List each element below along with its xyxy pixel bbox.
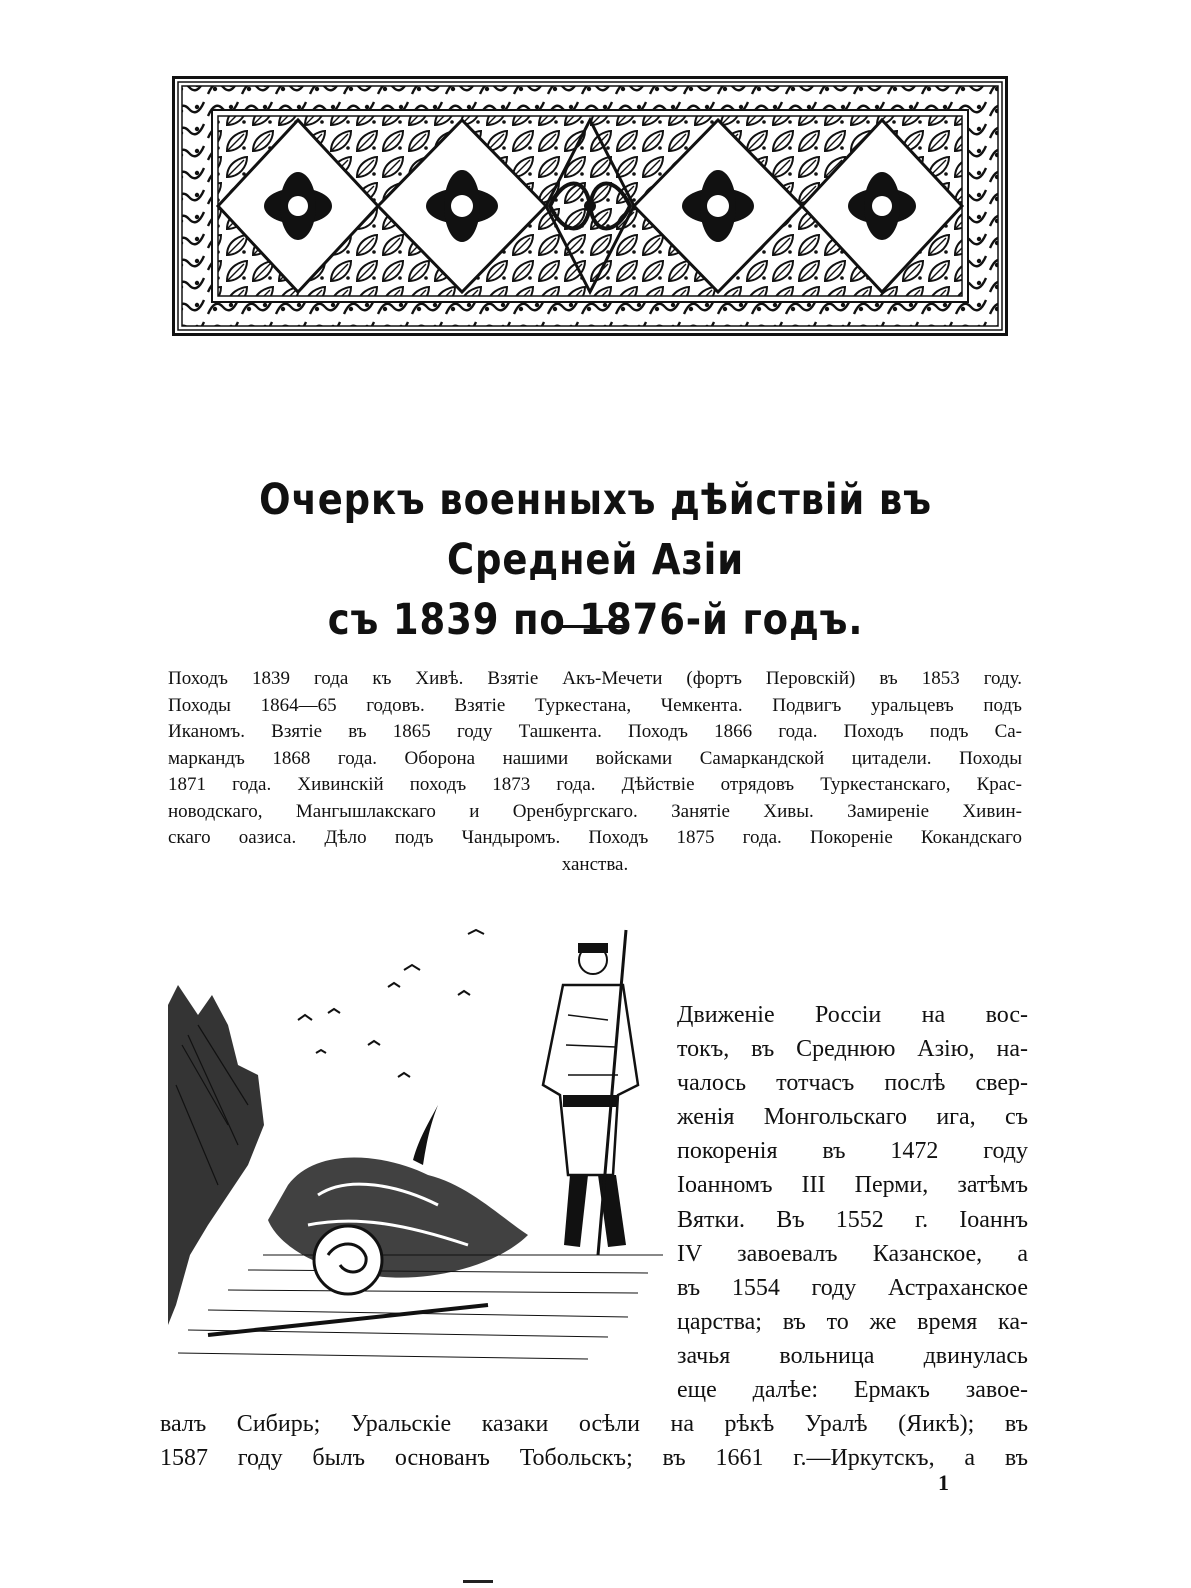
summary-line: новодскаго, Мангышлакскаго и Оренбургскаго. Занятіе Хивы. Замиреніе Хивин- (168, 800, 1022, 822)
body-line: Іоанномъ III Перми, затѣмъ (677, 1172, 1028, 1199)
body-line: женія Монгольскаго ига, съ (677, 1104, 1028, 1131)
body-line: царства; въ то же время ка- (677, 1308, 1028, 1335)
body-line: Вятки. Въ 1552 г. Іоаннъ (677, 1206, 1028, 1233)
summary-line: Иканомъ. Взятіе въ 1865 году Ташкента. Походъ 1866 года. Походъ подъ Са- (168, 721, 1022, 742)
summary-line: скаго оазиса. Дѣло подъ Чандыромъ. Походъ 1875 года. Покореніе Кокандскаго (168, 827, 1022, 848)
ornamental-header-banner (172, 76, 1008, 336)
chapter-summary (168, 666, 1022, 878)
summary-line: 1871 года. Хивинскій походъ 1873 года. Дѣйствіе отрядовъ Туркестанскаго, Крас- (168, 774, 1022, 795)
chapter-title-line-1: Очеркъ военныхъ дѣйствій въ Средней Азіи (259, 475, 932, 585)
body-line: еще далѣе: Ермакъ завое- (677, 1377, 1028, 1404)
summary-line: Походъ 1839 года къ Хивѣ. Взятіе Акъ-Мечети (фортъ Перовскій) въ 1853 году. (168, 668, 1022, 689)
body-line: въ 1554 году Астраханское (677, 1274, 1028, 1301)
body-line: IV завоевалъ Казанское, а (677, 1240, 1028, 1267)
chapter-title-line-2: съ 1839 по 1876-й годъ. (327, 595, 864, 645)
body-line: токъ, въ Среднюю Азію, на- (677, 1036, 1028, 1063)
page-number: 1 (938, 1470, 949, 1495)
body-line: валъ Сибирь; Уральскіе казаки осѣли на рѣкѣ Уралѣ (Яикѣ); въ (160, 1411, 1028, 1438)
title-divider (558, 625, 628, 628)
summary-line: Походы 1864—65 годовъ. Взятіе Туркестана, Чемкента. Подвигъ уральцевъ подъ (168, 694, 1022, 716)
scan-artifact (463, 1580, 493, 1583)
body-line: Движеніе Россіи на вос- (677, 1002, 1028, 1028)
body-line: чалось тотчасъ послѣ свер- (677, 1070, 1028, 1097)
chapter-title (178, 470, 1013, 650)
summary-line: маркандъ 1868 года. Оборона нашими войсками Самаркандской цитадели. Походы (168, 747, 1022, 769)
body-line: зачья вольница двинулась (677, 1342, 1028, 1369)
body-paragraph (160, 998, 1028, 1475)
body-line: 1587 году былъ основанъ Тобольскъ; въ 1661 г.—Иркутскъ, а въ (160, 1445, 1028, 1472)
body-line: покоренія въ 1472 году (677, 1138, 1028, 1165)
summary-line: ханства. (561, 853, 629, 875)
